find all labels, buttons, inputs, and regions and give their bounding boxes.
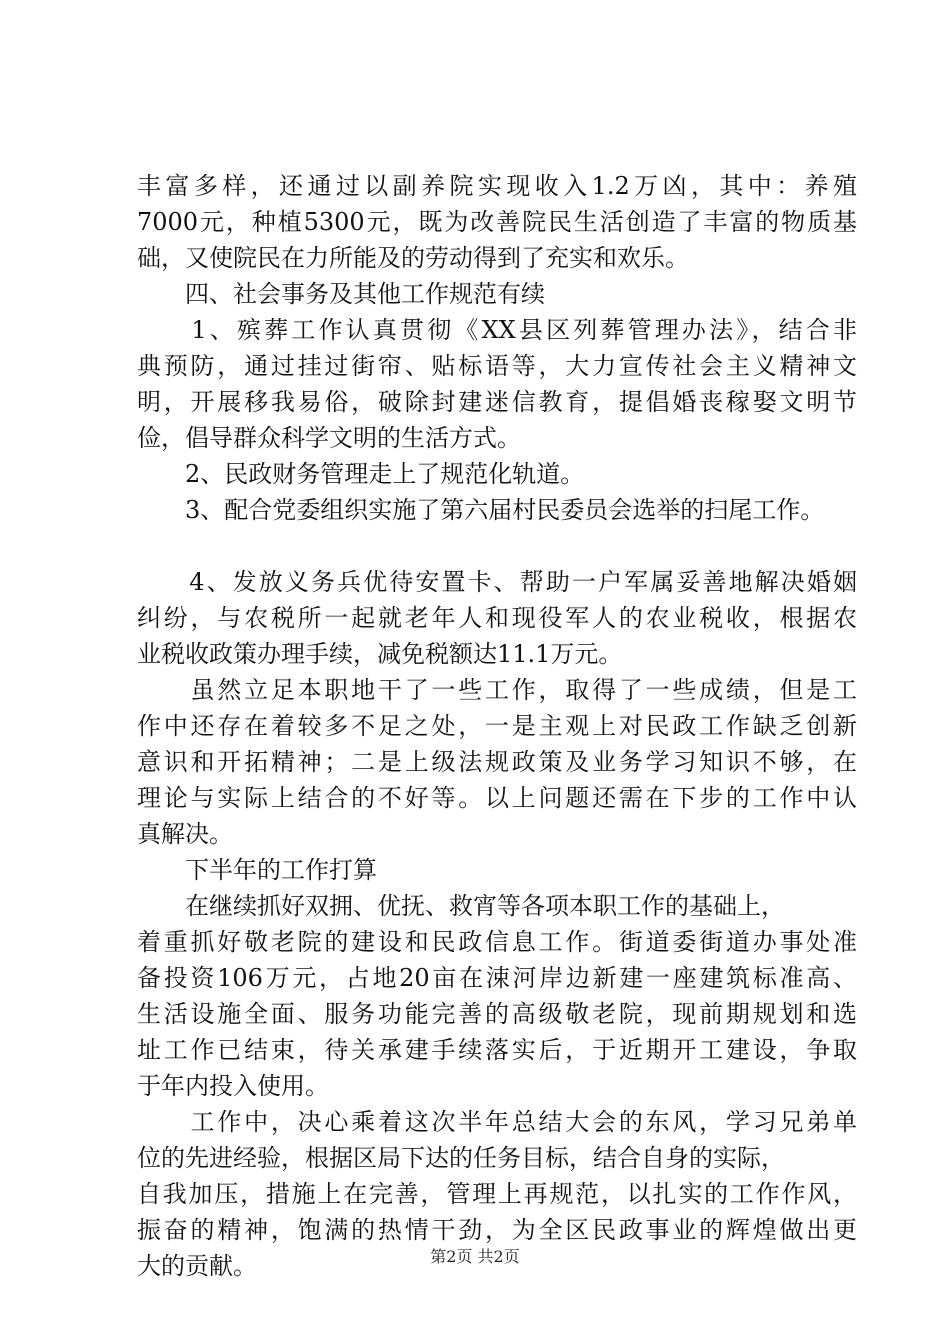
text-line: 大的贡献。 xyxy=(137,1252,257,1280)
text-line: 纠纷，与农税所一起就老年人和现役军人的农业税收，根据农 xyxy=(137,604,857,632)
text-line: 理论与实际上结合的不好等。以上问题还需在下步的工作中认 xyxy=(137,784,857,812)
page-number-footer: 第2页 共2页 xyxy=(430,1247,520,1266)
text-line: 意识和开拓精神；二是上级法规政策及业务学习知识不够，在 xyxy=(137,748,857,776)
section-heading: 下半年的工作打算 xyxy=(137,856,377,884)
text-line: 真解决。 xyxy=(137,820,233,848)
text-line: 址工作已结束，待关承建手续落实后，于近期开工建设，争取 xyxy=(137,1036,857,1064)
document-body xyxy=(137,168,857,1284)
text-line: 备投资106万元，占地20亩在涑河岸边新建一座建筑标准高、 xyxy=(137,964,857,992)
text-line: 生活设施全面、服务功能完善的高级敬老院，现前期规划和选 xyxy=(137,1000,857,1028)
section-heading: 四、社会事务及其他工作规范有续 xyxy=(137,280,545,308)
text-line: 7000元，种植5300元，既为改善院民生活创造了丰富的物质基 xyxy=(137,208,857,236)
blank-line xyxy=(137,528,857,564)
text-line: 4、发放义务兵优待安置卡、帮助一户军属妥善地解决婚姻 xyxy=(137,568,857,596)
text-line: 础，又使院民在力所能及的劳动得到了充实和欢乐。 xyxy=(137,244,689,272)
text-line: 位的先进经验，根据区局下达的任务目标，结合自身的实际， xyxy=(137,1144,785,1172)
text-line: 丰富多样，还通过以副养院实现收入1.2万凶，其中：养殖 xyxy=(137,172,857,200)
text-line: 俭，倡导群众科学文明的生活方式。 xyxy=(137,424,521,452)
text-line: 在继续抓好双拥、优抚、救宵等各项本职工作的基础上， xyxy=(137,892,785,920)
text-line: 着重抓好敬老院的建设和民政信息工作。街道委街道办事处准 xyxy=(137,928,857,956)
text-line: 作中还存在着较多不足之处，一是主观上对民政工作缺乏创新 xyxy=(137,712,857,740)
text-line: 业税收政策办理手续，减免税额达11.1万元。 xyxy=(137,640,623,668)
text-line: 虽然立足本职地干了一些工作，取得了一些成绩，但是工 xyxy=(137,676,857,704)
text-line: 于年内投入使用。 xyxy=(137,1072,329,1100)
text-line: 明，开展移我易俗，破除封建迷信教育，提倡婚丧稼娶文明节 xyxy=(137,388,857,416)
text-line: 振奋的精神，饱满的热情干劲，为全区民政事业的辉煌做出更 xyxy=(137,1216,857,1244)
text-line: 典预防，通过挂过街帘、贴标语等，大力宣传社会主义精神文 xyxy=(137,352,857,380)
text-line: 2、民政财务管理走上了规范化轨道。 xyxy=(137,460,585,488)
text-line: 自我加压，措施上在完善，管理上再规范，以扎实的工作作风， xyxy=(137,1180,857,1208)
text-line: 3、配合党委组织实施了第六届村民委员会选举的扫尾工作。 xyxy=(137,496,825,524)
text-line: 工作中，决心乘着这次半年总结大会的东风，学习兄弟单 xyxy=(137,1108,857,1136)
text-line: 1、殡葬工作认真贯彻《XX县区列葬管理办法》，结合非 xyxy=(137,316,857,344)
